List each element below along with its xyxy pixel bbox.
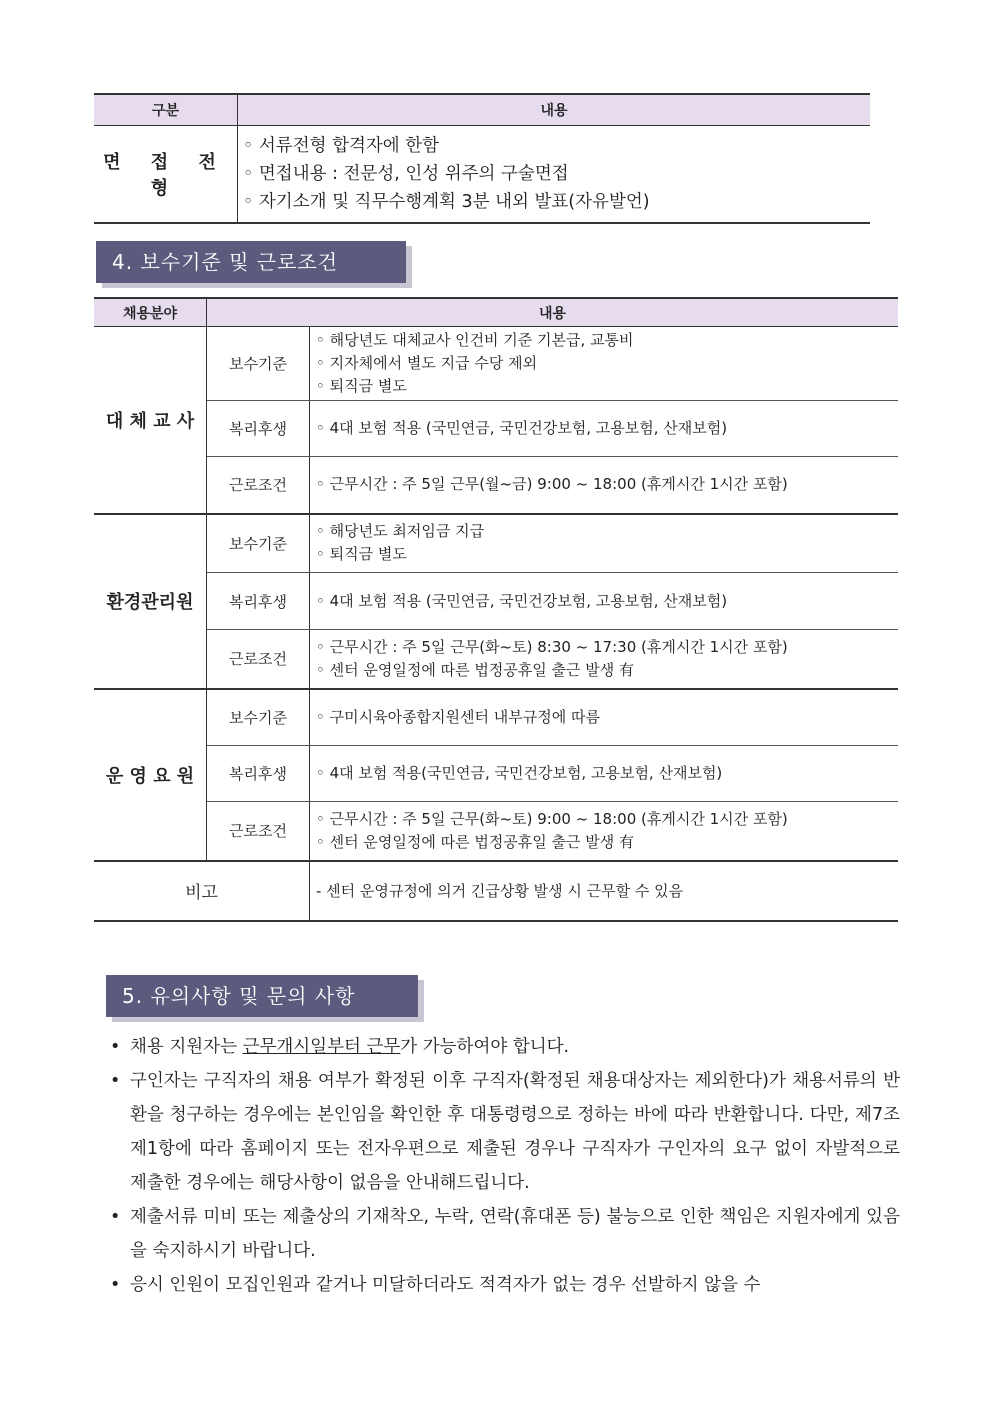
note-text: 채용 지원자는: [130, 1037, 243, 1057]
note-underlined-text: 근무개시일부터 근무: [242, 1037, 401, 1057]
list-item: ◦ 퇴직금 별도: [316, 377, 407, 395]
list-item: ◦ 근무시간 : 주 5일 근무(화~토) 9:00 ~ 18:00 (휴게시간 1시간 포함): [316, 809, 788, 828]
list-item: ◦ 자기소개 및 직무수행계획 3분 내외 발표(자유발언): [243, 191, 650, 212]
header-field: 채용분야: [94, 298, 207, 327]
table-row: [94, 630, 898, 689]
row-content: [310, 573, 899, 630]
pay-conditions-table: [94, 297, 898, 922]
row-label: 근로조건: [207, 457, 310, 514]
header-content: 내용: [238, 94, 871, 126]
note-label: 비고: [94, 861, 310, 921]
row-content: [310, 802, 899, 861]
note-text: 응시 인원이 모집인원과 같거나 미달하더라도 적격자가 없는 경우 선발하지 않을 수: [130, 1275, 761, 1295]
list-item: ◦ 면접내용 : 전문성, 인성 위주의 구술면접: [243, 163, 569, 184]
section-4-title: 4. 보수기준 및 근로조건: [96, 241, 406, 283]
table-row: [94, 573, 898, 630]
list-item: ◦ 4대 보험 적용 (국민연금, 국민건강보험, 고용보험, 산재보험): [316, 419, 728, 437]
group-substitute-teacher: 대 체 교 사: [94, 327, 207, 514]
row-label: 복리후생: [207, 401, 310, 457]
row-content: [310, 401, 899, 457]
list-item: - 센터 운영규정에 의거 긴급상황 발생 시 근무할 수 있음: [316, 882, 684, 900]
note-text: 가 가능하여야 합니다.: [400, 1037, 570, 1057]
list-item: ◦ 4대 보험 적용 (국민연금, 국민건강보험, 고용보험, 산재보험): [316, 591, 728, 610]
list-item: [110, 1268, 900, 1302]
row-content: [310, 514, 899, 573]
note-text: 구인자는 구직자의 채용 여부가 확정된 이후 구직자(확정된 채용대상자는 제외한다)가 채용서류의 반환을 청구하는 경우에는 본인임을 확인한 후 대통령령으로 정하는 바에 따라 반환합니다. 다만, 제7조 제1항에 따라 홈페이지 또는 전자우편으로 제출된 경우나 구직자가 구인자의 요구 없이 자발적으로 제출한 경우에는 해당사항이 없음을 안내해드립니다.: [130, 1071, 900, 1193]
list-item: ◦ 근무시간 : 주 5일 근무(화~토) 8:30 ~ 17:30 (휴게시간 1시간 포함): [316, 637, 788, 656]
interview-category: 면 접 전 형: [94, 126, 238, 223]
table-row: [94, 689, 898, 746]
table-row: [94, 746, 898, 802]
list-item: ◦ 근무시간 : 주 5일 근무(월~금) 9:00 ~ 18:00 (휴게시간 1시간 포함): [316, 475, 788, 494]
list-item: ◦ 센터 운영일정에 따른 법정공휴일 출근 발생 有: [316, 660, 635, 679]
table-row: [94, 126, 870, 223]
row-label: 보수기준: [207, 327, 310, 401]
note-text: [310, 861, 899, 921]
list-item: ◦ 센터 운영일정에 따른 법정공휴일 출근 발생 有: [316, 832, 635, 851]
row-label: 보수기준: [207, 689, 310, 746]
table-header-row: [94, 94, 870, 126]
list-item: ◦ 해당년도 최저임금 지급: [316, 522, 485, 541]
row-label: 복리후생: [207, 746, 310, 802]
table-row: [94, 514, 898, 573]
row-label: 근로조건: [207, 630, 310, 689]
row-content: [310, 457, 899, 514]
row-label: 근로조건: [207, 802, 310, 861]
row-content: [310, 746, 899, 802]
bullet-icon: •: [110, 1207, 121, 1227]
header-category: 구분: [94, 94, 238, 126]
table-row: [94, 861, 898, 921]
list-item: ◦ 4대 보험 적용(국민연금, 국민건강보험, 고용보험, 산재보험): [316, 764, 723, 782]
bullet-icon: •: [110, 1037, 121, 1057]
list-item: [110, 1200, 900, 1268]
table-row: [94, 457, 898, 514]
list-item: ◦ 지자체에서 별도 지급 수당 제외: [316, 354, 538, 372]
list-item: [110, 1030, 900, 1064]
bullet-icon: •: [110, 1275, 121, 1295]
table-row: [94, 802, 898, 861]
note-text: 제출서류 미비 또는 제출상의 기재착오, 누락, 연락(휴대폰 등) 불능으로 인한 책임은 지원자에게 있음을 숙지하시기 바랍니다.: [130, 1207, 900, 1261]
row-content: [310, 327, 899, 401]
list-item: ◦ 서류전형 합격자에 한함: [243, 135, 440, 156]
group-environment-manager: 환경관리원: [94, 514, 207, 689]
table-header-row: [94, 298, 898, 327]
table-row: [94, 401, 898, 457]
notes-list: [110, 1030, 900, 1302]
list-item: [110, 1064, 900, 1200]
interview-content: [238, 126, 871, 223]
list-item: ◦ 해당년도 대체교사 인건비 기준 기본급, 교통비: [316, 331, 634, 349]
list-item: ◦ 퇴직금 별도: [316, 545, 407, 564]
row-label: 복리후생: [207, 573, 310, 630]
section-5-title: 5. 유의사항 및 문의 사항: [106, 975, 418, 1017]
header-content: 내용: [207, 298, 899, 327]
list-item: ◦ 구미시육아종합지원센터 내부규정에 따름: [316, 707, 600, 726]
bullet-icon: •: [110, 1071, 121, 1091]
row-content: [310, 689, 899, 746]
table-row: [94, 327, 898, 401]
group-operations-staff: 운 영 요 원: [94, 689, 207, 861]
row-label: 보수기준: [207, 514, 310, 573]
row-content: [310, 630, 899, 689]
interview-table: [94, 93, 870, 224]
